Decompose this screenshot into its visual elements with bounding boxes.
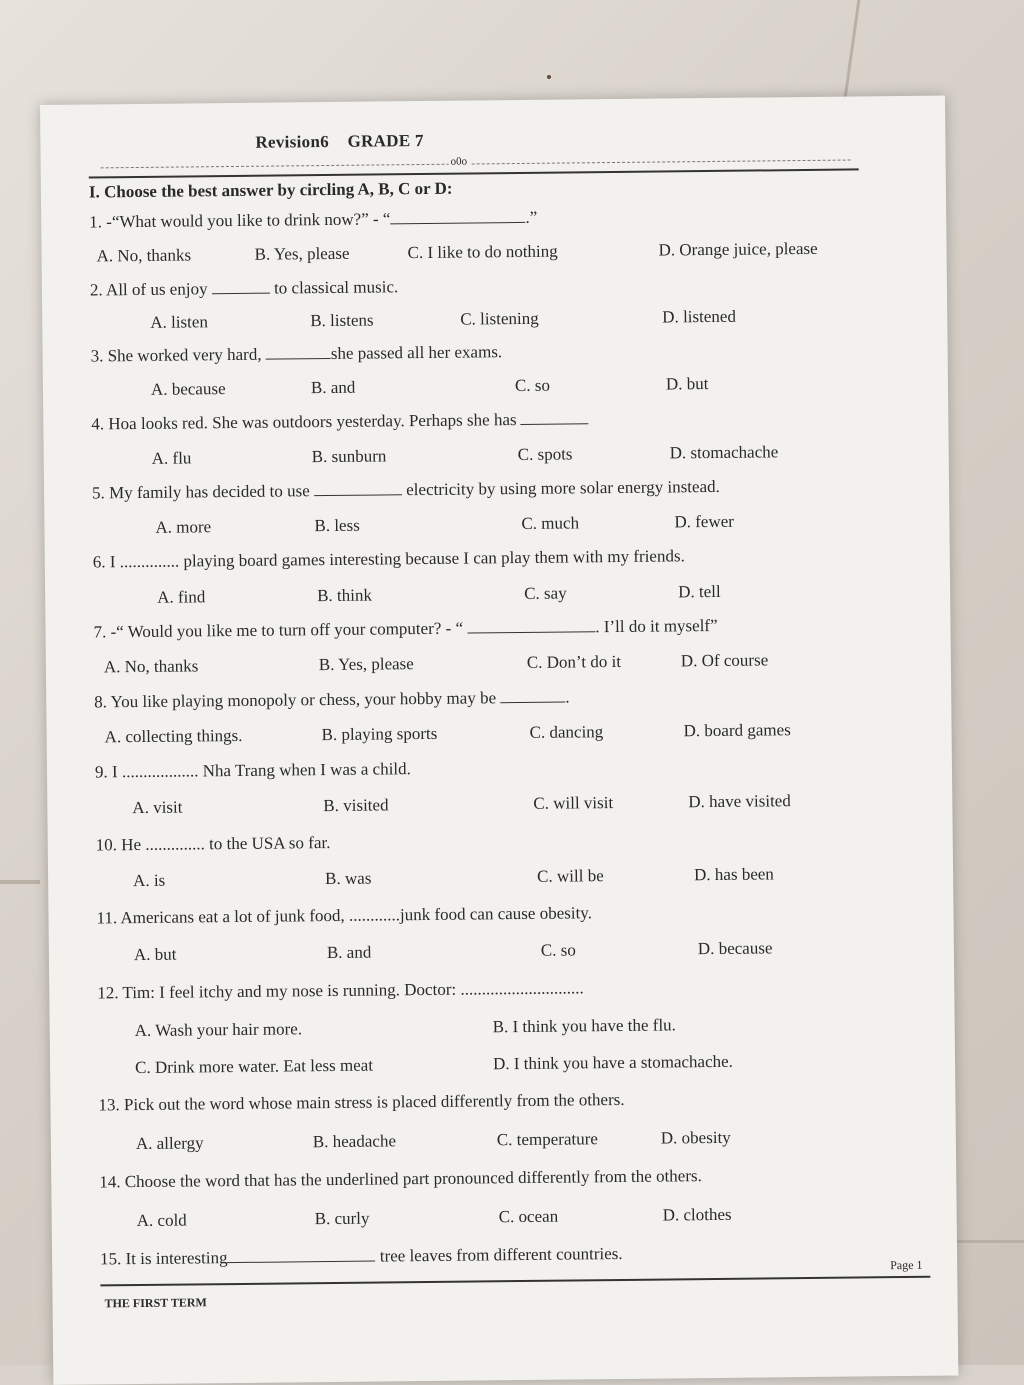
option-d[interactable]: D. Orange juice, please — [658, 238, 818, 260]
question-7 — [93, 616, 717, 643]
answer-blank — [390, 208, 525, 224]
option-c[interactable]: C. spots — [517, 444, 573, 465]
question-tail: to classical music. — [273, 277, 399, 298]
question-tail: she passed all her exams. — [330, 342, 503, 363]
option-b[interactable]: B. listens — [310, 310, 374, 331]
question-text: 7. -“ Would you like me to turn off your computer? - “ — [93, 618, 464, 642]
option-c[interactable]: C. will visit — [533, 793, 614, 813]
option-d[interactable]: D. tell — [678, 581, 721, 602]
option-b[interactable]: B. and — [326, 942, 372, 963]
option-b[interactable]: B. and — [310, 377, 356, 398]
option-d[interactable]: D. Of course — [680, 650, 769, 671]
question-tail: tree leaves from different countries. — [379, 1243, 623, 1266]
option-c[interactable]: C. will be — [537, 866, 604, 886]
option-d[interactable]: D. but — [665, 374, 709, 394]
option-b[interactable]: B. I think you have the flu. — [492, 1015, 676, 1037]
option-b[interactable]: B. visited — [323, 795, 389, 816]
question-tail: electricity by using more solar energy instead. — [406, 476, 720, 500]
option-d[interactable]: D. board games — [683, 720, 791, 741]
answer-blank — [266, 344, 331, 360]
option-b[interactable]: B. Yes, please — [254, 243, 350, 264]
option-c[interactable]: C. I like to do nothing — [407, 241, 558, 263]
worksheet-grade: GRADE 7 — [347, 130, 424, 151]
answer-blank — [500, 688, 565, 704]
floor-speck — [547, 75, 551, 79]
option-a[interactable]: A. more — [155, 517, 212, 537]
question-text: 6. I .............. playing board games interesting because I can play them with my friends. — [92, 546, 685, 572]
option-d[interactable]: D. because — [697, 938, 773, 959]
question-11 — [96, 903, 592, 928]
option-b[interactable]: B. playing sports — [321, 723, 438, 745]
question-text: 5. My family has decided to use — [91, 481, 310, 503]
option-c[interactable]: C. dancing — [529, 722, 604, 742]
question-text: 11. Americans eat a lot of junk food, ............junk food can cause obesity. — [96, 903, 592, 928]
question-text: 9. I .................. Nha Trang when I was a child. — [94, 759, 411, 782]
question-10 — [96, 833, 331, 855]
header-dashed-rule — [101, 160, 851, 169]
question-text: 15. It is interesting — [99, 1248, 228, 1269]
option-a[interactable]: A. cold — [136, 1210, 187, 1231]
option-d[interactable]: D. has been — [693, 864, 774, 885]
question-text: 10. He .............. to the USA so far. — [95, 832, 331, 855]
page-number: Page 1 — [890, 1257, 923, 1273]
option-c[interactable]: C. so — [514, 375, 551, 396]
option-b[interactable]: B. headache — [312, 1131, 397, 1152]
option-a[interactable]: A. No, thanks — [103, 656, 199, 677]
option-c[interactable]: C. ocean — [498, 1206, 559, 1227]
question-text: 12. Tim: I feel itchy and my nose is running. Doctor: ............................. — [97, 978, 584, 1003]
question-1 — [89, 208, 537, 233]
question-2 — [90, 277, 398, 300]
question-text: 2. All of us enjoy — [89, 279, 208, 300]
question-14 — [99, 1166, 702, 1192]
option-d[interactable]: D. I think you have a stomachache. — [492, 1051, 733, 1074]
option-b[interactable]: B. Yes, please — [318, 654, 414, 675]
option-b[interactable]: B. was — [325, 868, 372, 889]
option-c[interactable]: C. so — [540, 940, 576, 960]
option-d[interactable]: D. listened — [662, 306, 737, 327]
worksheet-header — [255, 131, 424, 153]
option-b[interactable]: B. think — [317, 585, 373, 606]
option-a[interactable]: A. visit — [132, 797, 183, 818]
answer-blank — [212, 279, 270, 295]
question-text: 3. She worked very hard, — [90, 344, 262, 366]
option-a[interactable]: A. listen — [150, 312, 208, 332]
option-a[interactable]: A. flu — [151, 448, 192, 468]
option-a[interactable]: A. find — [157, 587, 206, 607]
option-d[interactable]: D. clothes — [662, 1204, 732, 1225]
option-c[interactable]: C. Don’t do it — [526, 651, 622, 672]
option-a[interactable]: A. but — [133, 944, 177, 965]
option-c[interactable]: C. say — [524, 583, 567, 603]
option-d[interactable]: D. have visited — [688, 791, 791, 812]
question-5 — [92, 477, 720, 504]
question-tail: . — [565, 687, 570, 707]
option-a[interactable]: A. Wash your hair more. — [134, 1019, 303, 1041]
option-b[interactable]: B. sunburn — [311, 446, 387, 467]
option-b[interactable]: B. less — [314, 515, 360, 536]
answer-blank — [227, 1247, 375, 1264]
option-d[interactable]: D. fewer — [674, 511, 734, 532]
worksheet-paper — [40, 96, 958, 1385]
question-tail: . I’ll do it myself” — [595, 615, 718, 637]
section-heading: I. Choose the best answer by circling A, B, C or D: — [88, 178, 453, 202]
answer-blank — [521, 409, 589, 425]
answer-blank — [467, 617, 595, 633]
header-ornament: o0o — [450, 155, 468, 168]
option-c[interactable]: C. Drink more water. Eat less meat — [134, 1055, 374, 1078]
option-a[interactable]: A. is — [133, 870, 166, 891]
question-3 — [91, 342, 503, 366]
answer-blank — [314, 480, 402, 496]
option-a[interactable]: A. because — [150, 379, 226, 399]
option-a[interactable]: A. collecting things. — [104, 725, 243, 747]
footer-rule — [100, 1276, 930, 1287]
worksheet-title: Revision6 — [255, 131, 330, 152]
question-tail: .” — [525, 207, 538, 227]
footer-term: THE FIRST TERM — [104, 1295, 207, 1311]
question-12 — [97, 978, 584, 1003]
question-text: 1. -“What would you like to drink now?” - “ — [89, 209, 391, 232]
question-8 — [94, 687, 570, 712]
option-c[interactable]: C. much — [521, 513, 580, 533]
question-text: 13. Pick out the word whose main stress is placed differently from the others. — [98, 1089, 625, 1115]
header-solid-rule — [89, 168, 859, 178]
option-d[interactable]: D. obesity — [660, 1127, 731, 1148]
question-15 — [100, 1244, 623, 1269]
question-text: 8. You like playing monopoly or chess, your hobby may be — [94, 688, 497, 712]
option-a[interactable]: A. No, thanks — [96, 245, 192, 266]
option-b[interactable]: B. curly — [314, 1208, 370, 1229]
question-text: 14. Choose the word that has the underlined part pronounced differently from the others. — [99, 1166, 702, 1192]
question-6 — [93, 546, 685, 572]
option-c[interactable]: C. listening — [460, 308, 539, 329]
question-13 — [98, 1090, 624, 1116]
question-9 — [95, 759, 411, 782]
question-text: 4. Hoa looks red. She was outdoors yesterday. Perhaps she has — [91, 410, 517, 434]
option-d[interactable]: D. stomachache — [669, 442, 779, 463]
question-4 — [91, 409, 589, 434]
option-c[interactable]: C. temperature — [496, 1129, 598, 1150]
tile-grout — [0, 880, 40, 884]
option-a[interactable]: A. allergy — [135, 1133, 204, 1154]
